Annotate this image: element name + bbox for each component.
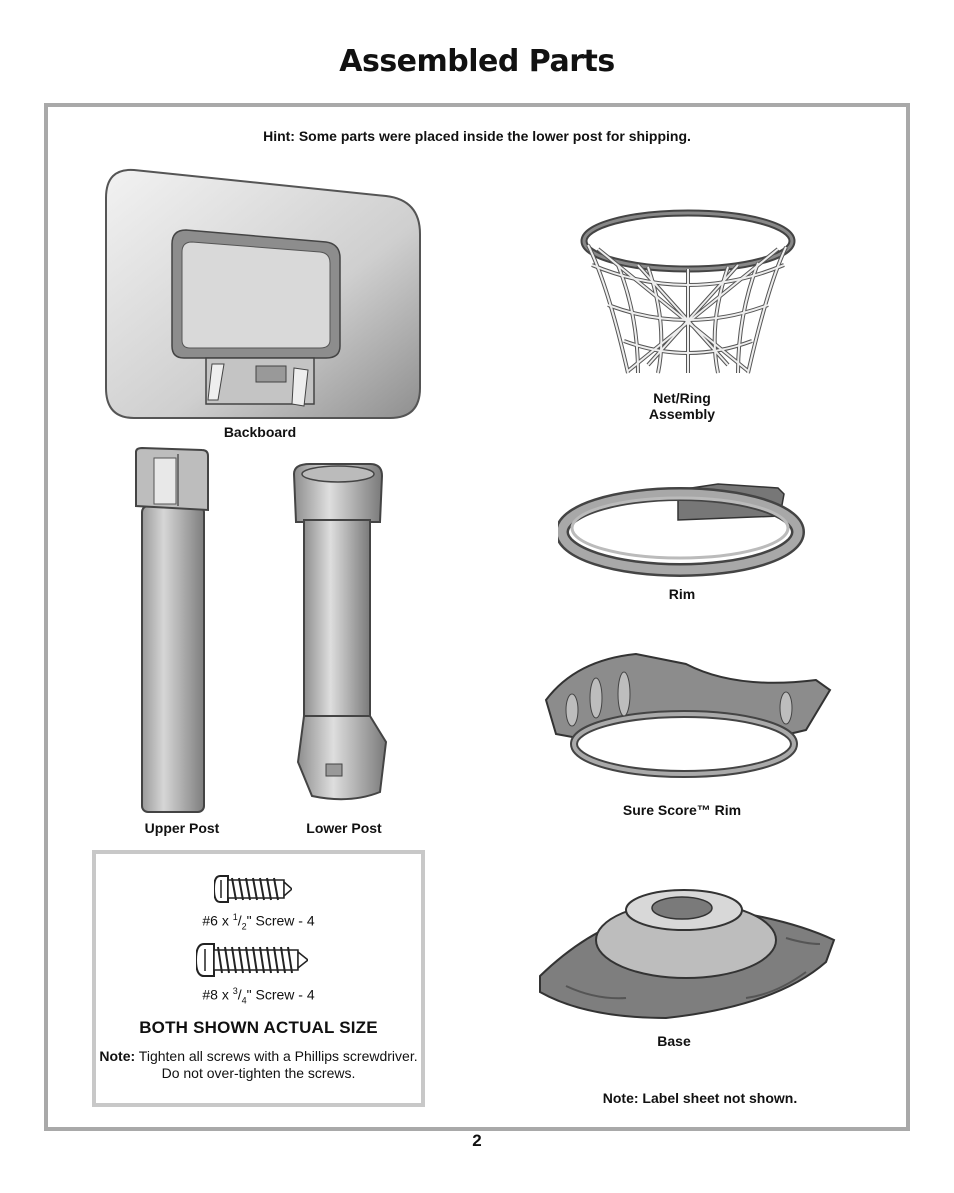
screw-note-label: Note:	[99, 1048, 136, 1064]
upper-post-label: Upper Post	[144, 820, 220, 836]
page-title: Assembled Parts	[339, 44, 615, 79]
screw-box	[92, 850, 425, 1107]
screw-8-suffix: " Screw - 4	[246, 986, 315, 1003]
screw-6-numerator: 1	[232, 912, 238, 922]
sure-score-rim-illustration	[536, 650, 832, 782]
page-number: 2	[472, 1131, 482, 1150]
net-ring-label	[602, 390, 762, 422]
net-ring-label-line1: Net/Ring	[653, 390, 711, 406]
sure-score-rim-label: Sure Score™ Rim	[622, 802, 742, 818]
lower-post-label: Lower Post	[306, 820, 382, 836]
backboard-label: Backboard	[223, 424, 297, 440]
rim-label: Rim	[668, 586, 696, 602]
base-label: Base	[657, 1033, 691, 1049]
screw-8-caption: #8 x $^3/_4$" Screw - 4	[202, 986, 315, 1006]
base-illustration	[536, 882, 838, 1024]
screw-8-icon	[196, 942, 308, 978]
screw-note-text: Tighten all screws with a Phillips screwdriver. Do not over-tighten the screws.	[135, 1048, 418, 1081]
screw-6-caption: #6 x $^1/_2$" Screw - 4	[202, 912, 315, 932]
backboard-illustration	[104, 168, 424, 424]
net-ring-illustration	[578, 205, 798, 377]
screw-6-prefix: #6 x	[202, 912, 233, 929]
net-ring-label-line2: Assembly	[648, 406, 716, 422]
shipping-hint: Hint: Some parts were placed inside the lower post for shipping.	[263, 128, 691, 144]
lower-post-illustration	[290, 462, 390, 806]
label-sheet-note: Note: Label sheet not shown.	[602, 1090, 798, 1106]
screw-6-suffix: " Screw - 4	[246, 912, 315, 929]
screw-6-icon	[214, 874, 292, 904]
rim-illustration	[558, 480, 808, 590]
actual-size-heading: BOTH SHOWN ACTUAL SIZE	[139, 1018, 378, 1037]
upper-post-illustration	[132, 446, 218, 820]
screw-8-denominator: 4	[241, 995, 247, 1006]
screw-6-denominator: 2	[241, 921, 247, 932]
screw-note	[96, 1048, 421, 1082]
screw-8-prefix: #8 x	[202, 986, 233, 1003]
screw-8-numerator: 3	[232, 986, 238, 996]
